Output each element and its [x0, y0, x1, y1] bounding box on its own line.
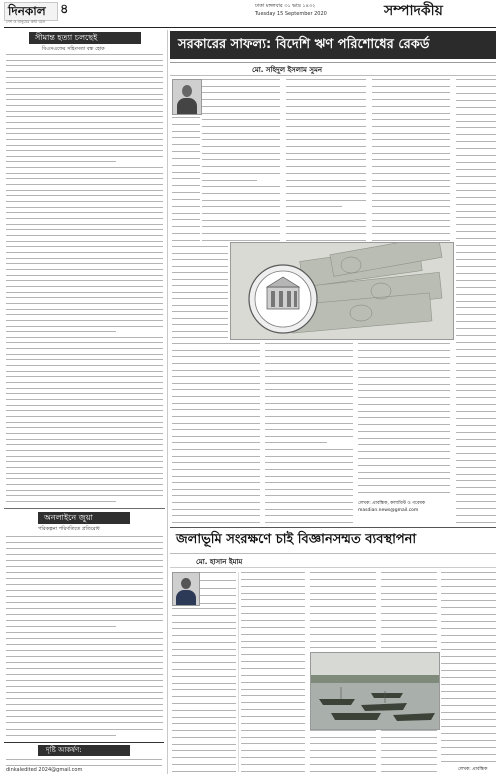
second-col-1a — [200, 572, 236, 604]
paper-name: দিনকাল — [8, 4, 46, 18]
author-photo — [172, 79, 202, 115]
lead-col-1 — [202, 79, 280, 241]
editorial-2-title: অনলাইনে জুয়া — [44, 513, 93, 522]
tagline: দেশ ও মানুষের কথা বলে — [6, 19, 46, 24]
money-illustration — [231, 243, 453, 339]
lead-col-2 — [286, 79, 366, 241]
lead-lower-col-2 — [265, 343, 353, 523]
wetland-illustration — [311, 653, 439, 729]
page-number: ৪ — [60, 2, 69, 17]
section-title: সম্পাদকীয় — [384, 3, 443, 19]
date-english: Tuesday 15 September 2020 — [255, 11, 327, 17]
editorial-1-subtitle: বিএসএফের সহিংসতা বন্ধ হোক — [42, 46, 105, 52]
editorial-1-body — [6, 54, 163, 502]
notice-title: দৃষ্টি আকর্ষণ: — [46, 746, 82, 754]
lead-col-3 — [372, 79, 450, 241]
editorial-1-title-bar — [29, 32, 141, 44]
lead-headline-bar — [170, 31, 496, 59]
notice-body — [6, 759, 162, 766]
second-headline: জলাভূমি সংরক্ষণে চাই বিজ্ঞানসম্মত ব্যবস্থাপনা — [176, 532, 417, 547]
lead-end-author-label: লেখক: প্রাবন্ধিক, কলামিস্ট ও গবেষক — [358, 501, 425, 506]
lead-col-1b — [172, 117, 200, 241]
second-col-1 — [172, 608, 236, 772]
lead-col-left-lower — [172, 246, 228, 338]
editorial-2-body — [6, 536, 163, 736]
second-author-photo — [172, 572, 200, 606]
lead-lower-col-3 — [358, 343, 450, 493]
lead-end-email: masdian.news@gmail.com — [358, 508, 419, 513]
second-photo — [310, 652, 440, 730]
notice-title-bar — [38, 745, 130, 756]
lead-author: মো. সহিদুল ইসলাম সুমন — [252, 66, 323, 74]
second-col-2 — [241, 572, 305, 772]
notice-email: dinkaledited 2024@gmail.com — [6, 767, 83, 773]
lead-headline: সরকারের সাফল্য: বিদেশি ঋণ পরিশোধের রেকর্ড — [178, 37, 430, 52]
masthead — [0, 0, 500, 26]
lead-col-4 — [456, 79, 496, 523]
editorial-2-subtitle: পরিকল্পনা পরিণতিতে প্রতিরোধ — [38, 526, 100, 532]
second-author: মো. হাসান ইমাম — [196, 558, 243, 566]
notice-box — [4, 742, 164, 775]
second-end-author-label: লেখক: প্রাবন্ধিক — [458, 767, 488, 772]
editorial-2-title-bar — [38, 512, 130, 524]
lead-photo — [230, 242, 454, 340]
lead-lower-col-1 — [172, 343, 260, 523]
date-bangla: ঢাকা মঙ্গলবার ৩১ ভাদ্র ১৪৩২ — [255, 3, 316, 9]
second-col-5 — [441, 572, 496, 762]
editorial-1-title: সীমান্ত হত্যা চলছেই — [35, 33, 98, 42]
